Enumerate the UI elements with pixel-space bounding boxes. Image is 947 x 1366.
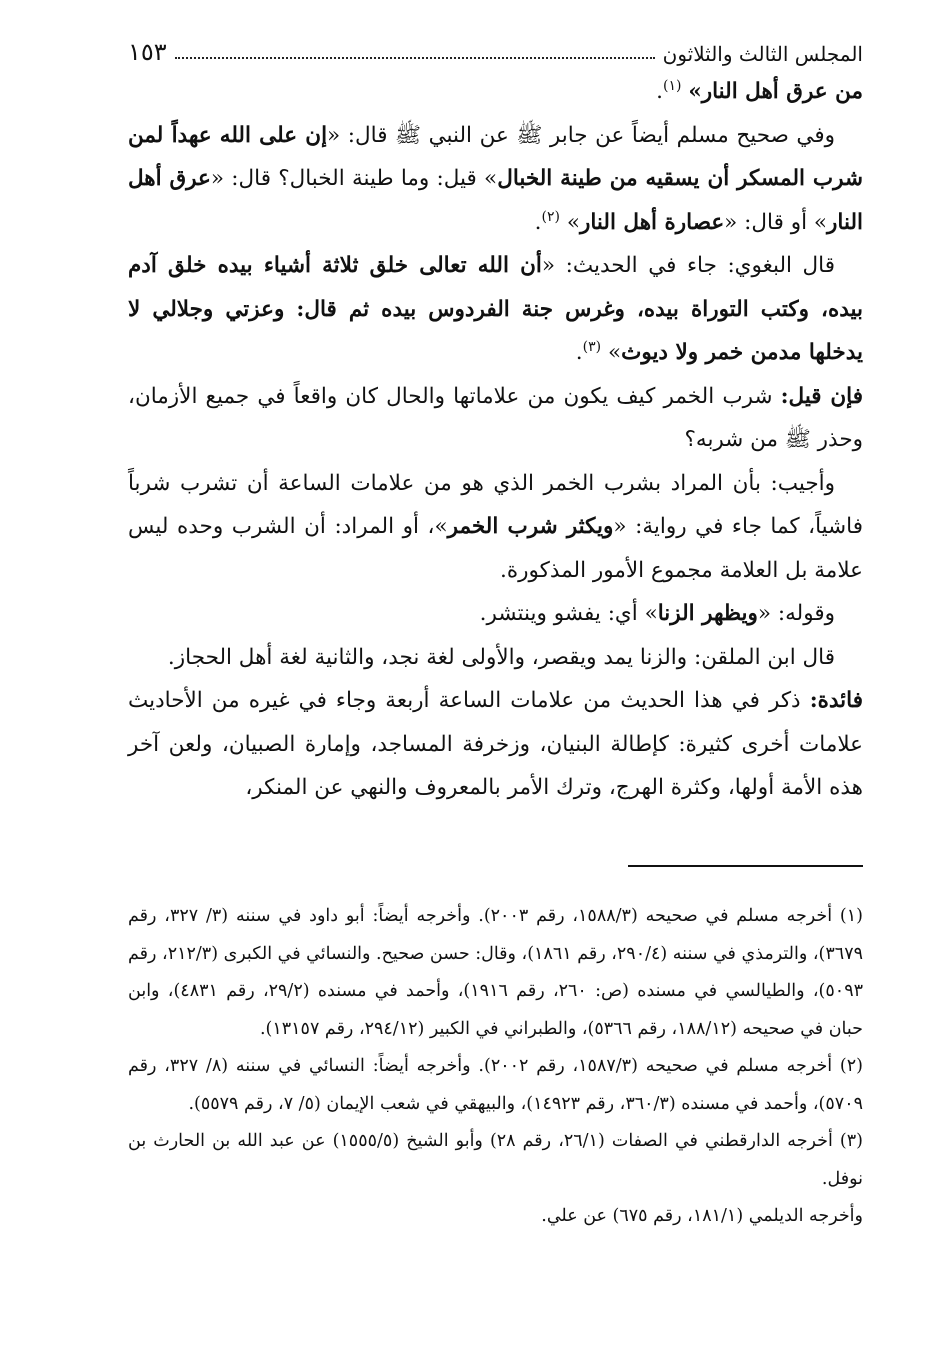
text-span: . xyxy=(575,340,583,365)
footnotes xyxy=(128,898,863,1236)
paragraph-6 xyxy=(128,592,863,636)
benefit-label: فائدة: xyxy=(809,688,863,713)
text-span: وفي صحيح مسلم أيضاً عن جابر ﷺ عن النبي ﷺ قال: « xyxy=(327,122,835,148)
text-span: . xyxy=(534,209,542,235)
footnote-1: (١) أخرجه مسلم في صحيحه (١٥٨٨/٣، رقم ٢٠٠٣). وأخرجه أيضاً: أبو داود في سننه (٣/ ٣٢٧، رقم ٣٦٧٩)، والترمذي في سننه (٢٩٠/٤، رقم ١٨٦١)، وقال: حسن صحيح. والنسائي في الكبرى (٢١٢/٣، رقم ٥٠٩٣)، والطيالسي في مسنده (ص: ٢٦٠، رقم ١٩١٦)، وأحمد في مسنده (٢٩/٢، رقم ٤٨٣١)، وابن حبان في صحيحه (١٨٨/١٢، رقم ٥٣٦٦)، والطبراني في الكبير (٢٩٤/١٢، رقم ١٣١٥٧). xyxy=(128,906,863,1039)
text-span: وأجيب: بأن المراد بشرب الخمر الذي هو من علامات الساعة أن تشرب شرباً فاشياً، كما جاء في رواية: « xyxy=(128,470,864,539)
text-span: » xyxy=(566,209,580,235)
header-dot-leader xyxy=(175,56,655,59)
paragraph-5 xyxy=(128,462,863,593)
paragraph-4 xyxy=(128,375,863,462)
text-span: قال البغوي: جاء في الحديث: « xyxy=(541,253,835,278)
footnote-ref: (١) xyxy=(663,77,682,94)
footnote-ref: (٢) xyxy=(541,208,560,225)
chapter-title: المجلس الثالث والثلاثون xyxy=(662,42,863,66)
page-number: ١٥٣ xyxy=(128,38,167,66)
text-span: . xyxy=(656,79,663,104)
footnote-3: (٣) أخرجه الدارقطني في الصفات (٢٦/١، رقم ٢٨) وأبو الشيخ (١٥٥٥/٥) عن عبد الله بن الحارث بن نوفل. xyxy=(128,1131,863,1189)
footnote-4: وأخرجه الديلمي (١٨١/١، رقم ٦٧٥) عن علي. xyxy=(541,1206,863,1226)
hadith-text: عصارة أهل النار xyxy=(579,209,725,235)
paragraph-2 xyxy=(128,114,863,245)
paragraph-3 xyxy=(128,244,863,375)
hadith-text: من عرق أهل النار» xyxy=(688,79,863,104)
text-span: وقوله: « xyxy=(757,601,835,626)
hadith-text: عرق أهل النار xyxy=(128,166,863,235)
text-span: » أي: يفشو وينتشر. xyxy=(479,601,658,626)
text-span: » أو قال: « xyxy=(724,209,828,235)
hadith-text: أن الله تعالى خلق ثلاثة أشياء بيده خلق آدم بيده، وكتب التوراة بيده، وغرس جنة الفردوس بيده ثم قال: وعزتي وجلالي لا يدخلها مدمن خمر ولا ديوث xyxy=(128,253,863,365)
paragraph-7: قال ابن الملقن: والزنا يمد ويقصر، والأولى لغة نجد، والثانية لغة أهل الحجاز. xyxy=(167,644,835,670)
footnote-ref: (٣) xyxy=(582,338,602,355)
footnote-2: (٢) أخرجه مسلم في صحيحه (١٥٨٧/٣، رقم ٢٠٠٢). وأخرجه أيضاً: النسائي في سننه (٨/ ٣٢٧، رقم ٥٧٠٩)، وأحمد في مسنده (٣٦٠/٣، رقم ١٤٩٢٣)، والبيهقي في شعب الإيمان (٥/ ٧، رقم ٥٥٧٩). xyxy=(128,1056,863,1114)
footnote-separator xyxy=(628,865,863,867)
text-span: شرب الخمر كيف يكون من علاماتها والحال كان واقعاً في جميع الأزمان، وحذر ﷺ من شربه؟ xyxy=(128,383,863,452)
text-span: »، أو المراد: أن الشرب وحده ليس علامة بل العلامة مجموع الأمور المذكورة. xyxy=(128,514,863,583)
hadith-text: ويكثر شرب الخمر xyxy=(447,514,614,539)
paragraph-8 xyxy=(128,679,863,810)
paragraph-1 xyxy=(128,70,863,114)
text-span: » xyxy=(607,340,622,365)
running-header xyxy=(128,34,863,66)
text-span: ذكر في هذا الحديث من علامات الساعة أربعة وجاء في غيره من الأحاديث علامات أخرى كثيرة: كإطالة البنيان، وزخرفة المساجد، وإمارة الصبيان، ولعن آخر هذه الأمة أولها، وكثرة الهرج، وترك الأمر بالمعروف والنهي عن المنكر، xyxy=(128,688,863,800)
question-label: فإن قيل: xyxy=(780,383,863,409)
hadith-text: ويظهر الزنا xyxy=(657,601,758,626)
text-span: » قيل: وما طينة الخبال؟ قال: « xyxy=(210,166,498,191)
main-text xyxy=(128,70,863,810)
hadith-text: إن على الله عهداً لمن شرب المسكر أن يسقيه من طينة الخبال xyxy=(128,122,863,191)
